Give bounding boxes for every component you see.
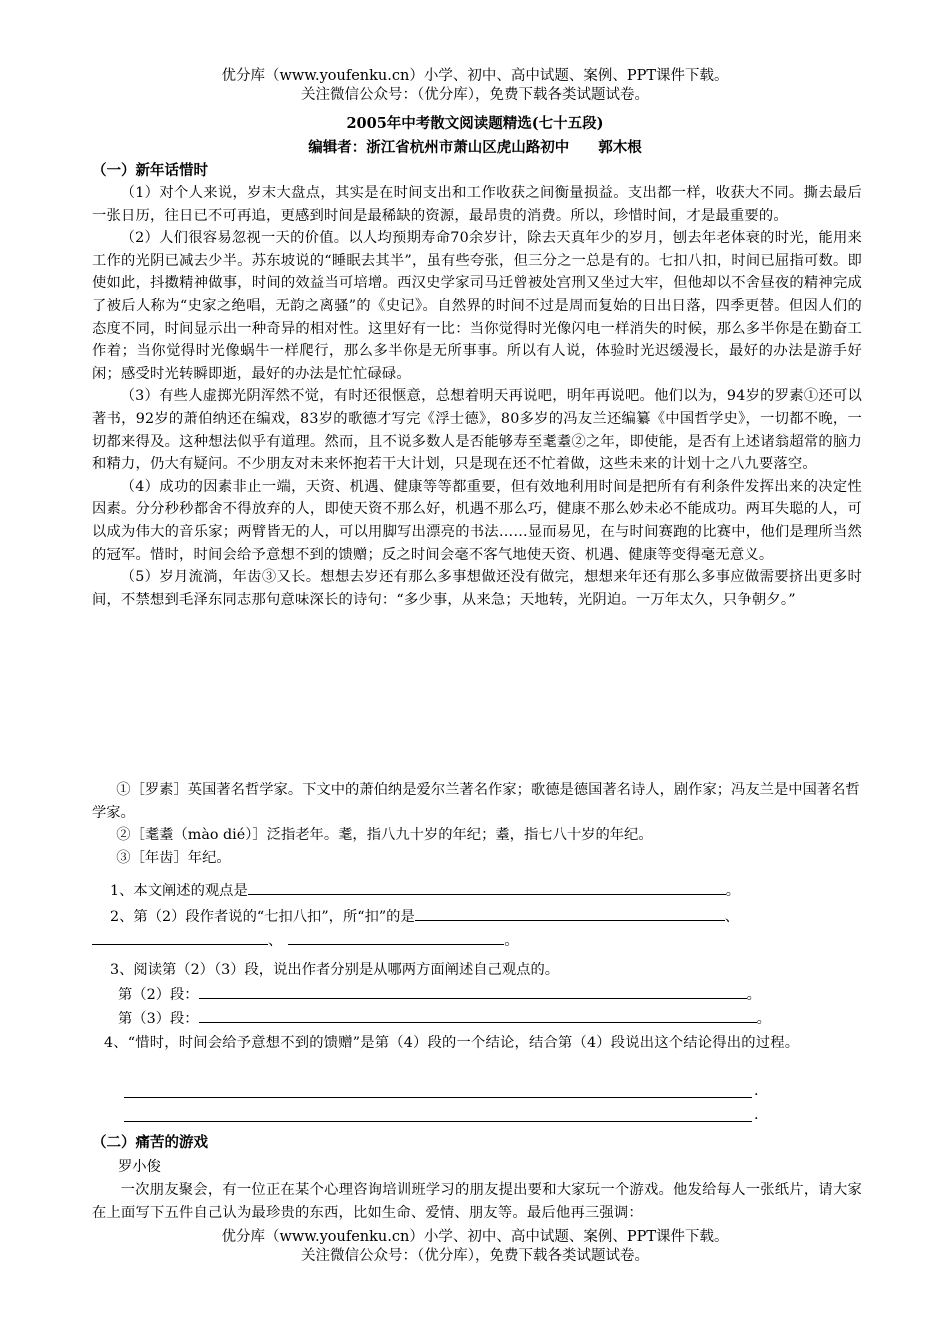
punct: 、 (724, 909, 740, 925)
site-footer-line1: 优分库（www.youfenku.cn）小学、初中、高中试题、案例、PPT课件下载。 (221, 1229, 729, 1245)
question-label: 第（3）段： (118, 1011, 199, 1027)
question-1 (110, 880, 740, 900)
paragraph: 一次朋友聚会，有一位正在某个心理咨询培训班学习的朋友提出要和大家玩一个游戏。他发给每人一张纸片，请大家在上面写下五件自己认为最珍贵的东西，比如生命、爱情、朋友等。最后他再三强调： (92, 1182, 862, 1221)
punct: 。 (504, 933, 519, 949)
answer-blank[interactable] (92, 930, 268, 945)
answer-line[interactable] (124, 1097, 752, 1098)
question-text: 4、“惜时，时间会给予意想不到的馈赠”是第（4）段的一个结论，结合第（4）段说出这个结论得出的过程。 (104, 1035, 800, 1051)
footnote: ③［年齿］年纪。 (116, 849, 231, 866)
question-2 (110, 906, 739, 926)
question-3a (118, 984, 761, 1004)
punct: 。 (756, 1011, 771, 1027)
section-title: （二）痛苦的游戏 (92, 1134, 208, 1151)
question-2-cont (92, 930, 519, 950)
site-header-line1: 优分库（www.youfenku.cn）小学、初中、高中试题、案例、PPT课件下载。 (221, 68, 729, 84)
answer-blank[interactable] (199, 984, 747, 999)
answer-blank[interactable] (415, 906, 725, 921)
footnote: ①［罗素］英国著名哲学家。下文中的萧伯纳是爱尔兰著名作家；歌德是德国著名诗人，剧作家；冯友兰是中国著名哲学家。 (92, 782, 860, 821)
paragraph: （2）人们很容易忽视一天的价值。以人均预期寿命70余岁计，除去天真年少的岁月，刨去年老体衰的时光，能用来工作的光阴已减去少半。苏东坡说的“睡眠去其半”，虽有些夸张，但三分之一总是有的。七扣八扣，时间已屈指可数。即使如此，抖擞精神做事，时间的效益当可培增。西汉史学家司马迁曾被处宫刑又坐过大牢，但他却以不舍昼夜的精神完成了被后人称为“史家之绝唱，无韵之离骚”的《史记》。自然界的时间不过是周而复始的日出日落，四季更替。但因人们的态度不同，时间显示出一种奇异的相对性。这里好有一比：当你觉得时光像闪电一样消失的时候，那么多半你是在勤奋工作着；当你觉得时光像蜗牛一样爬行，那么多半你是无所事事。所以有人说，体验时光迟缓漫长，最好的办法是游手好闲；感受时光转瞬即逝，最好的办法是忙忙碌碌。 (92, 230, 862, 382)
punct: . (754, 1107, 759, 1123)
paragraph: （1）对个人来说，岁末大盘点，其实是在时间支出和工作收获之间衡量损益。支出都一样，收获大不同。撕去最后一张日历，往日已不可再追，更感到时间是最稀缺的资源，最昂贵的消费。所以，珍惜时间，才是最重要的。 (92, 185, 862, 224)
footnote: ②［耄耋（mào dié）］泛指老年。耄，指八九十岁的年纪；耋，指七八十岁的年纪。 (116, 827, 653, 844)
paragraph: （5）岁月流淌，年齿③又长。想想去岁还有那么多事想做还没有做完，想想来年还有那么多事应做需要挤出更多时间，不禁想到毛泽东同志那句意味深长的诗句：“多少事，从来急；天地转，光阴迫。一万年太久，只争朝夕。” (92, 569, 862, 608)
question-text: 1、本文阐述的观点是 (110, 883, 248, 899)
editor-line: 编辑者：浙江省杭州市萧山区虎山路初中 郭木根 (308, 139, 642, 156)
answer-blank[interactable] (248, 880, 726, 895)
article-body (92, 182, 862, 611)
page-title: 2005年中考散文阅读题精选(七十五段) (346, 115, 604, 132)
answer-blank[interactable] (288, 930, 504, 945)
question-3b (118, 1008, 771, 1028)
paragraph: （3）有些人虚掷光阴浑然不觉，有时还很惬意，总想着明天再说吧，明年再说吧。他们以为，94岁的罗素①还可以著书，92岁的萧伯纳还在编戏，83岁的歌德才写完《浮士德》，80多岁的冯友兰还编纂《中国哲学史》，一切都不晚，一切都来得及。这种想法似乎有道理。然而，且不说多数人是否能够寿至耄耋②之年，即使能，是否有上述诸翁超常的脑力和精力，仍大有疑问。不少朋友对未来怀抱若干大计划，只是现在还不忙着做，这些未来的计划十之八九要落空。 (92, 388, 862, 473)
author: 罗小俊 (118, 1159, 161, 1175)
question-label: 第（2）段： (118, 987, 199, 1003)
answer-line[interactable] (124, 1121, 752, 1122)
punct: 。 (725, 883, 741, 899)
paragraph: （4）成功的因素非止一端，天资、机遇、健康等等都重要，但有效地利用时间是把所有有利条件发挥出来的决定性因素。分分秒秒都舍不得放弃的人，即使天资不那么好，机遇不那么巧，健康不那么妙未必不能成功。两耳失聪的人，可以成为伟大的音乐家；两臂皆无的人，可以用脚写出漂亮的书法……显而易见，在与时间赛跑的比赛中，他们是理所当然的冠军。惜时，时间会给予意想不到的馈赠；反之时间会毫不客气地使天资、机遇、健康等变得毫无意义。 (92, 478, 862, 563)
punct: 、 (268, 933, 283, 949)
article-body (92, 1179, 862, 1224)
section-title: （一）新年话惜时 (92, 162, 208, 179)
punct: . (754, 1083, 759, 1099)
question-4 (104, 1032, 862, 1055)
question-3: 3、阅读第（2）（3）段，说出作者分别是从哪两方面阐述自己观点的。 (110, 962, 560, 978)
footnotes (92, 779, 862, 869)
question-text: 2、第（2）段作者说的“七扣八扣”，所“扣”的是 (110, 909, 415, 925)
punct: 。 (746, 987, 761, 1003)
answer-blank[interactable] (199, 1008, 757, 1023)
site-header-line2: 关注微信公众号：（优分库），免费下载各类试题试卷。 (301, 87, 649, 103)
site-footer-line2: 关注微信公众号：（优分库），免费下载各类试题试卷。 (301, 1248, 649, 1264)
